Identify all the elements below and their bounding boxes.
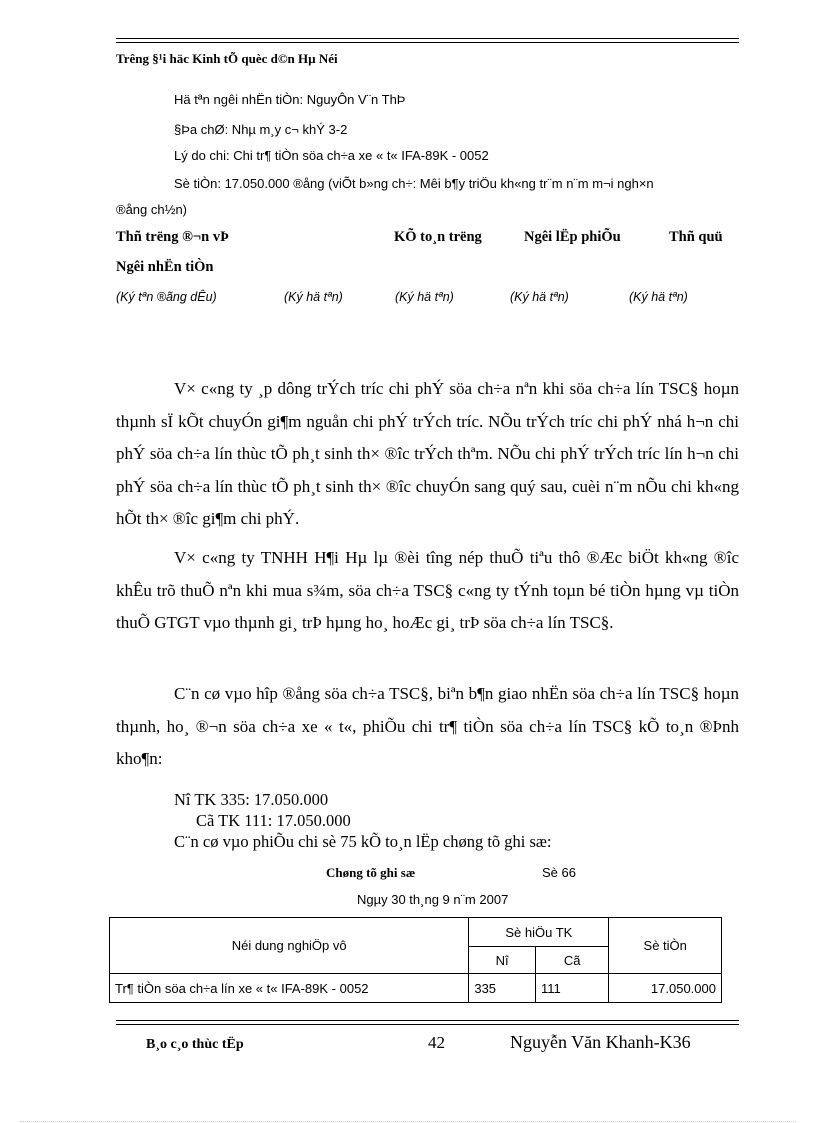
sig-title-cashier: Thñ quü xyxy=(669,229,723,245)
header-rule-bottom xyxy=(116,42,739,43)
entry-debit: Nî TK 335: 17.050.000 xyxy=(174,790,329,809)
voucher-table xyxy=(109,917,722,1003)
row-content: Tr¶ tiÒn söa ch÷a lín xe « t« IFA-89K - 0052 xyxy=(110,974,469,1003)
col-debit-header: Nî xyxy=(469,947,536,974)
footer-rule-bottom xyxy=(116,1024,739,1025)
col-amount-header: Sè tiÒn xyxy=(609,918,722,974)
footer-rule-top xyxy=(116,1020,739,1021)
entry-basis: C¨n cø vµo phiÕu chi sè 75 kÕ to¸n lËp chøng tõ ghi sæ: xyxy=(174,832,552,851)
entry-credit: Cã TK 111: 17.050.000 xyxy=(196,811,351,830)
voucher-number: Sè 66 xyxy=(542,865,576,880)
row-credit: 111 xyxy=(535,974,608,1003)
address-line: §Þa chØ: Nhµ m¸y c¬ khÝ 3-2 xyxy=(174,122,348,137)
col-content-header: Néi dung nghiÖp vô xyxy=(110,918,469,974)
paragraph-accrual: V× c«ng ty ¸p dông trÝch tríc chi phÝ söa ch÷a nªn khi söa ch÷a lín TSC§ hoµn thµnh sÏ kÕt chuyÓn gi¶m nguån chi phÝ trÝch tríc. NÕu trÝch tríc chi phÝ nhá h¬n chi phÝ söa ch÷a lín thùc tÕ ph¸t sinh th× ®îc trÝch thªm. NÕu chi phÝ trÝch tríc lín h¬n chi phÝ söa ch÷a lín thùc tÕ ph¸t sinh th× ®îc chuyÓn sang quý sau, cuèi n¨m nÕu chi kh«ng hÕt th× ®îc gi¶m chi phÝ. xyxy=(116,379,739,528)
table-row xyxy=(110,974,722,1003)
header-rule-top xyxy=(116,38,739,39)
paragraph-basis: C¨n cø vµo hîp ®ång söa ch÷a TSC§, biªn b¶n giao nhËn söa ch÷a lín TSC§ hoµn thµnh, ho¸ ®¬n söa ch÷a xe « t«, phiÕu chi tr¶ tiÒn söa ch÷a lín TSC§ kÕ to¸n ®Þnh kho¶n: xyxy=(116,684,739,768)
voucher-title: Chøng tõ ghi sæ xyxy=(326,865,416,880)
row-amount: 17.050.000 xyxy=(609,974,722,1003)
footer-report-label: B¸o c¸o thùc tËp xyxy=(146,1037,244,1052)
recipient-line: Hä tªn ngêi nhËn tiÒn: NguyÔn V¨n ThÞ xyxy=(174,92,406,107)
voucher-date: Ngµy 30 th¸ng 9 n¨m 2007 xyxy=(357,892,509,907)
footer-page-number: 42 xyxy=(428,1033,445,1052)
sig-title-chief-accountant: KÕ to¸n trëng xyxy=(394,229,482,245)
sig-title-preparer: Ngêi lËp phiÕu xyxy=(524,229,621,245)
sig-note-3: (Ký hä tªn) xyxy=(510,290,569,304)
sig-title-receiver: Ngêi nhËn tiÒn xyxy=(116,259,214,275)
sig-note-4: (Ký hä tªn) xyxy=(629,290,688,304)
amount-line-continued: ®ång ch½n) xyxy=(116,202,188,217)
sig-title-unit-head: Thñ trëng ®¬n vÞ xyxy=(116,229,229,245)
sig-note-stamp: (Ký tªn ®ãng dÊu) xyxy=(116,290,217,304)
reason-line: Lý do chi: Chi tr¶ tiÒn söa ch÷a xe « t« IFA-89K - 0052 xyxy=(174,148,489,163)
page-edge-dots xyxy=(20,1121,796,1122)
col-credit-header: Cã xyxy=(535,947,608,974)
sig-note-1: (Ký hä tªn) xyxy=(284,290,343,304)
paragraph-tax: V× c«ng ty TNHH H¶i Hµ lµ ®èi tîng nép thuÕ tiªu thô ®Æc biÖt kh«ng ®îc khÊu trõ thuÕ nªn khi mua s¾m, söa ch÷a TSC§ c«ng ty tÝnh toµn bé tiÒn hµng vµ tiÒn thuÕ GTGT vµo thµnh gi¸ trÞ hµng ho¸ hoÆc gi¸ trÞ söa ch÷a lín TSC§. xyxy=(116,548,739,632)
col-account-header: Sè hiÖu TK xyxy=(469,918,609,947)
amount-line: Sè tiÒn: 17.050.000 ®ång (viÕt b»ng ch÷: Mêi b¶y triÖu kh«ng tr¨m n¨m m¬i ngh×n xyxy=(174,176,654,191)
school-header: Trêng §¹i häc Kinh tÕ quèc d©n Hµ Néi xyxy=(116,51,338,66)
row-debit: 335 xyxy=(469,974,536,1003)
footer-author: Nguyễn Văn Khanh-K36 xyxy=(510,1032,691,1052)
sig-note-2: (Ký hä tªn) xyxy=(395,290,454,304)
